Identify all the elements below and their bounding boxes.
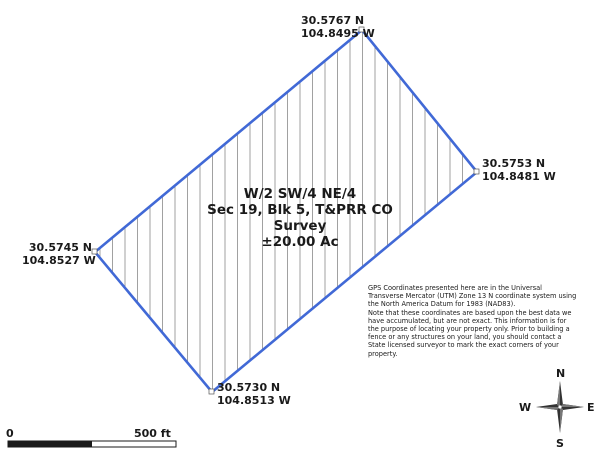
disclaimer-line: property. <box>368 349 398 358</box>
west-lon: 104.8527 W <box>22 254 96 267</box>
corner-label-south <box>217 381 291 407</box>
corner-label-east <box>482 157 556 183</box>
south-lon: 104.8513 W <box>217 394 291 407</box>
parcel-legal-line2: Sec 19, Blk 5, T&PRR CO Survey <box>207 202 393 234</box>
disclaimer-line: Transverse Mercator (UTM) Zone 13 N coordinate system using <box>368 292 577 301</box>
disclaimer-line: GPS Coordinates presented here are in the Universal <box>368 284 542 292</box>
disclaimer-line: State licensed surveyor to mark the exact corners of your <box>368 341 559 350</box>
compass-south-label: S <box>556 437 564 450</box>
scale-bar <box>8 441 176 447</box>
east-lon: 104.8481 W <box>482 170 556 183</box>
corner-label-north <box>301 14 375 40</box>
parcel-acreage: ±20.00 Ac <box>261 234 339 250</box>
disclaimer-line: the North America Datum for 1983 (NAD83). <box>368 300 516 309</box>
east-lat: 30.5753 N <box>482 157 546 170</box>
compass-north-label: N <box>556 367 566 380</box>
compass-east-label: E <box>587 401 595 414</box>
compass-west-label: W <box>519 401 532 414</box>
disclaimer-line: Note that these coordinates are based upon the best data we <box>368 308 572 317</box>
parcel-description <box>185 186 415 250</box>
corner-marker-south <box>209 389 214 394</box>
north-lat: 30.5767 N <box>301 14 365 27</box>
west-lat: 30.5745 N <box>28 241 92 254</box>
gps-disclaimer <box>368 284 596 358</box>
parcel-legal-line1: W/2 SW/4 NE/4 <box>243 186 357 202</box>
disclaimer-line: fence or any structures on your land, you should contact a <box>368 333 562 342</box>
scale-start-label: 0 <box>6 427 14 440</box>
disclaimer-line: the purpose of locating your property only. Prior to building a <box>368 325 570 334</box>
compass-rose-icon <box>536 381 584 433</box>
corner-marker-east <box>474 169 479 174</box>
disclaimer-line: have accumulated, but are not exact. This information is for <box>368 316 567 325</box>
corner-label-west <box>22 241 96 267</box>
north-lon: 104.8495 W <box>301 27 375 40</box>
scale-end-label: 500 ft <box>134 427 171 440</box>
south-lat: 30.5730 N <box>217 381 281 394</box>
